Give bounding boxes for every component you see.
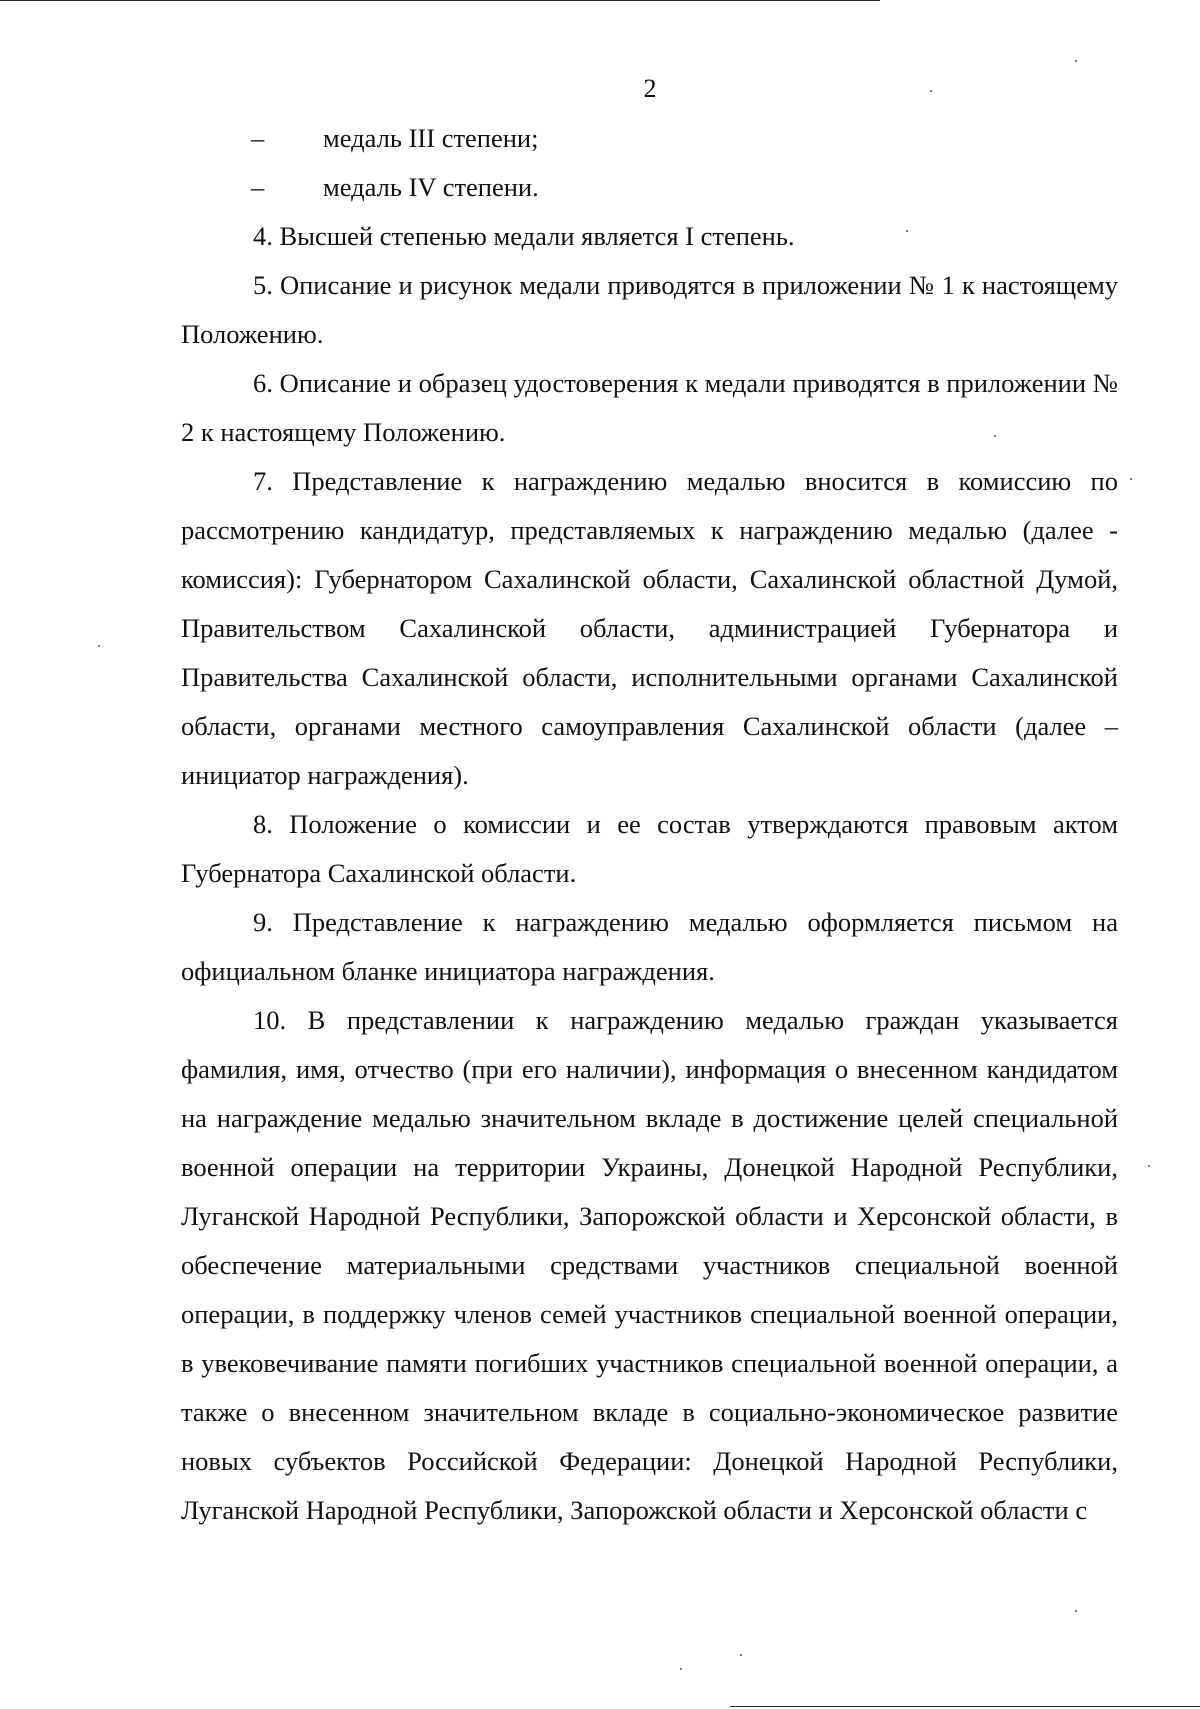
scan-speck	[1075, 1610, 1077, 1612]
list-dash: –	[251, 123, 265, 153]
paragraph-6: 6. Описание и образец удостоверения к медали приводятся в приложении № 2 к настоящему Положению.	[181, 368, 1118, 447]
list-item-text: медаль III степени;	[323, 123, 539, 153]
scan-speck	[906, 230, 908, 232]
paragraph-7: 7. Представление к награждению медалью вносится в комиссию по рассмотрению кандидатур, представляемых к награждению медалью (далее - комиссия): Губернатором Сахалинской области, Сахалинской областной Думой, Правительством Сахалинской области, администрацией Губернатора и Правительства Сахалинской области, исполнительными органами Сахалинской области, органами местного самоуправления Сахалинской области (далее – инициатор награждения).	[181, 466, 1118, 790]
page-number: 2	[643, 74, 657, 103]
scan-speck	[1075, 60, 1077, 62]
paragraph-8: 8. Положение о комиссии и ее состав утверждаются правовым актом Губернатора Сахалинской области.	[181, 809, 1118, 888]
scan-speck	[1130, 478, 1132, 480]
list-item-text: медаль IV степени.	[323, 172, 539, 202]
paragraph-10: 10. В представлении к награждению медалью граждан указывается фамилия, имя, отчество (при его наличии), информация о внесенном кандидатом на награждение медалью значительном вкладе в достижение целей специальной военной операции на территории Украины, Донецкой Народной Республики, Луганской Народной Республики, Запорожской области и Херсонской области, в обеспечение материальными средствами участников специальной военной операции, в поддержку членов семей участников специальной военной операции, в увековечивание памяти погибших участников специальной военной операции, а также о внесенном значительном вкладе в социально-экономическое развитие новых субъектов Российской Федерации: Донецкой Народной Республики, Луганской Народной Республики, Запорожской области и Херсонской области с	[181, 1005, 1118, 1525]
scan-speck	[930, 90, 932, 92]
list-item	[181, 114, 1118, 163]
scan-speck	[1148, 1165, 1150, 1167]
list-dash: –	[251, 172, 265, 202]
scan-speck	[680, 1668, 682, 1670]
scan-speck	[994, 435, 996, 437]
scan-speck	[98, 645, 100, 647]
scan-speck	[740, 1654, 742, 1656]
list-item	[181, 163, 1118, 212]
scan-top-edge	[0, 0, 880, 1]
paragraph-9: 9. Представление к награждению медалью оформляется письмом на официальном бланке инициатора награждения.	[181, 907, 1118, 986]
document-body	[181, 114, 1118, 1535]
paragraph-5: 5. Описание и рисунок медали приводятся в приложении № 1 к настоящему Положению.	[181, 270, 1118, 349]
paragraph-4: 4. Высшей степенью медали является I степень.	[253, 221, 795, 251]
scan-bottom-edge	[730, 1706, 1200, 1707]
